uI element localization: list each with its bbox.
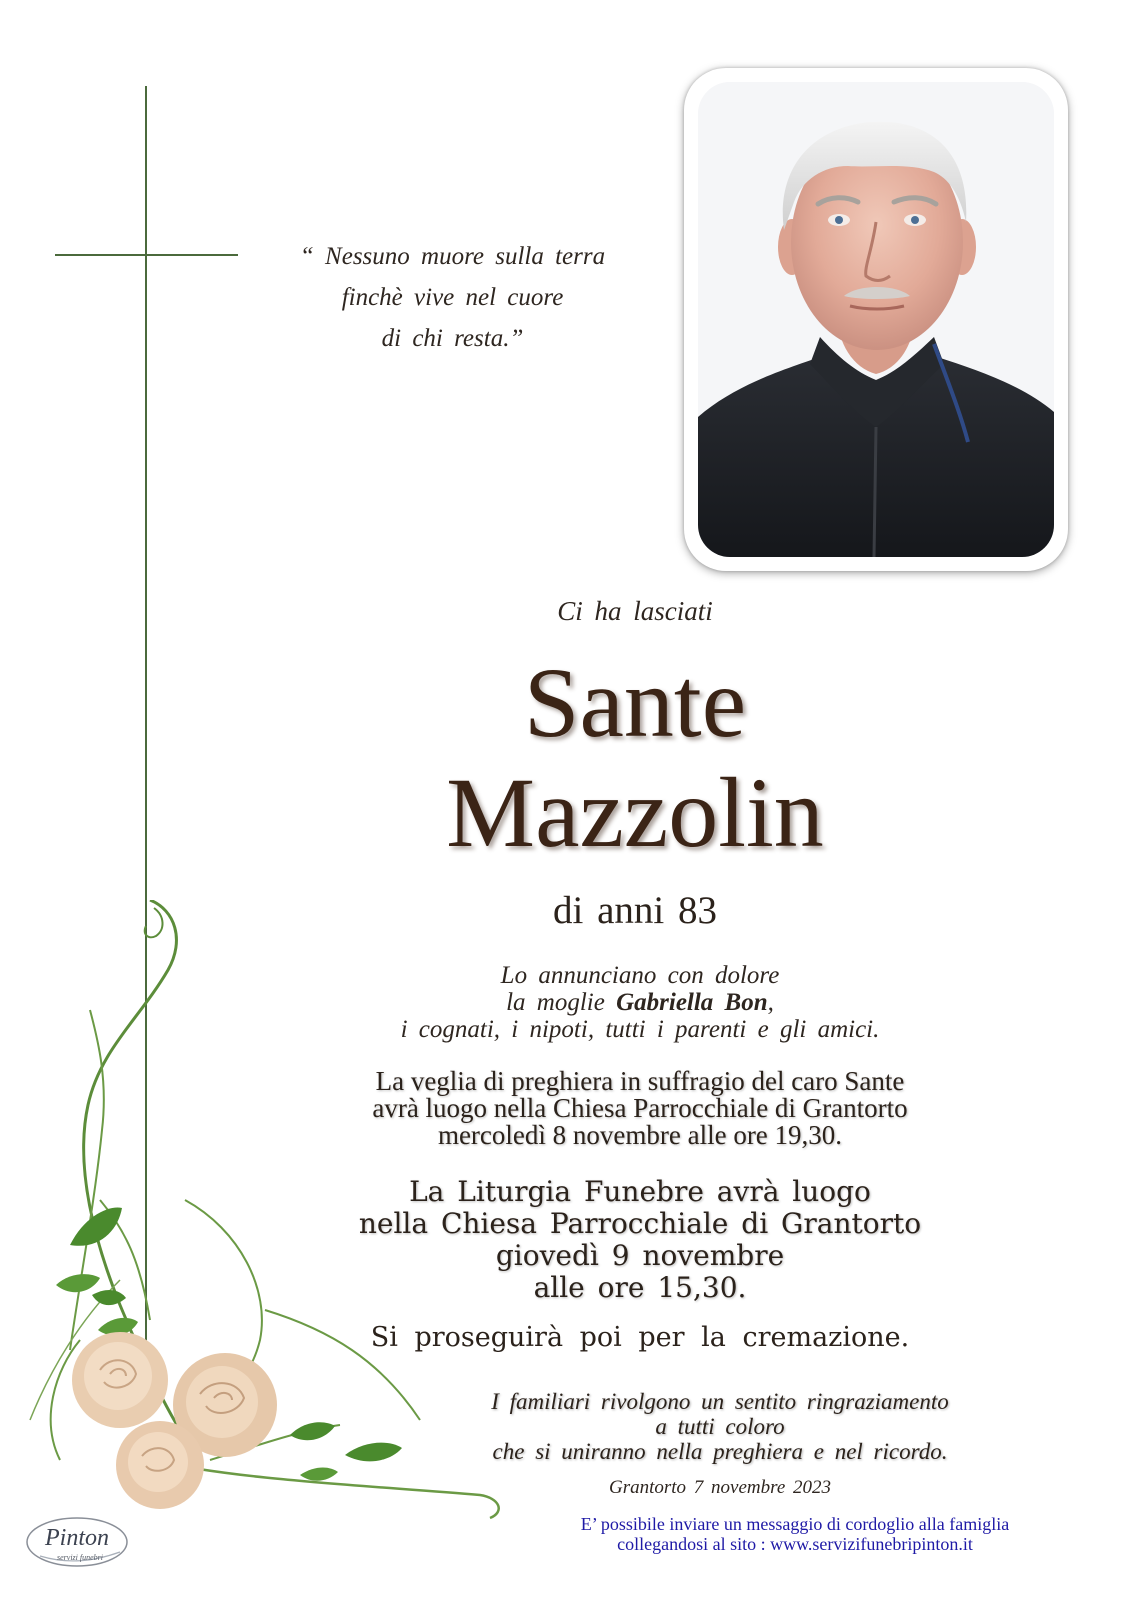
contact-line: E’ possibile inviare un messaggio di cordoglio alla famiglia (580, 1514, 1010, 1534)
quote-line: “ Nessuno muore sulla terra (299, 243, 606, 270)
condolence-contact (500, 1514, 1090, 1554)
deceased-last-name: Mazzolin (446, 757, 824, 868)
cross-horizontal-line (55, 254, 238, 256)
rose-decoration (0, 900, 520, 1600)
thanks-line: a tutti coloro (655, 1414, 785, 1439)
quote-line: finchè vive nel cuore (341, 284, 564, 311)
announcement-prefix: la moglie (506, 989, 617, 1016)
logo-text: Pinton (45, 1525, 109, 1551)
memorial-quote (255, 236, 650, 359)
announcement-line: i cognati, i nipoti, tutti i parenti e gli amici. (400, 1016, 880, 1043)
deceased-first-name: Sante (523, 647, 747, 758)
age-text: di anni 83 (553, 889, 717, 932)
vigil-line: La veglia di preghiera in suffragio del caro Sante (375, 1066, 905, 1096)
rose-1 (72, 1332, 168, 1428)
vigil-line: avrà luogo nella Chiesa Parrocchiale di Grantorto (372, 1093, 908, 1123)
funeral-line: giovedì 9 novembre (495, 1239, 785, 1272)
announcement-suffix: , (767, 989, 774, 1016)
announcement-date: Grantorto 7 novembre 2023 (608, 1477, 832, 1498)
thanks-line: che si uniranno nella preghiera e nel ricordo. (492, 1439, 948, 1464)
pinton-logo (22, 1512, 132, 1578)
cremation-text: Si proseguirà poi per la cremazione. (370, 1322, 910, 1353)
logo-subtext: servizi funebri (57, 1553, 103, 1562)
rose-3 (116, 1421, 204, 1509)
portrait-frame (684, 68, 1068, 571)
thanks-line: I familiari rivolgono un sentito ringraziamento (491, 1389, 949, 1414)
funeral-line: La Liturgia Funebre avrà luogo (409, 1175, 871, 1208)
spouse-name: Gabriella Bon (616, 989, 768, 1016)
announcement-line: Lo annunciano con dolore (500, 962, 780, 989)
portrait-illustration (698, 82, 1054, 557)
intro-text: Ci ha lasciati (557, 596, 713, 626)
contact-line: collegandosi al sito : www.servizifunebripinton.it (617, 1534, 973, 1554)
funeral-line: alle ore 15,30. (533, 1271, 747, 1304)
quote-line: di chi resta.” (381, 325, 524, 352)
funeral-line: nella Chiesa Parrocchiale di Grantorto (358, 1207, 922, 1240)
portrait-photo (698, 82, 1054, 557)
vigil-line: mercoledì 8 novembre alle ore 19,30. (437, 1120, 843, 1150)
